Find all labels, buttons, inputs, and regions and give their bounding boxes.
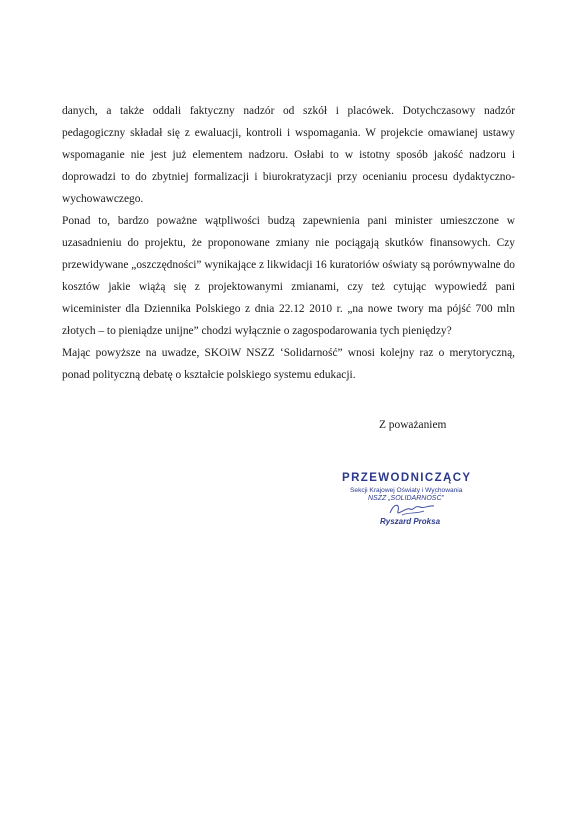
handwritten-signature [384, 499, 444, 519]
stamp-title: PRZEWODNICZĄCY [342, 472, 472, 484]
stamp-union: NSZZ „SOLIDARNOŚĆ” [368, 495, 444, 502]
closing-salutation: Z poważaniem [379, 419, 447, 431]
paragraph-2: Ponad to, bardzo poważne wątpliwości budzą zapewnienia pani minister umieszczone w uzasadnieniu do projektu, że proponowane zmiany nie pociągają skutków finansowych. Czy przewidywane „oszczędności” wynikające z likwidacji 16 kuratoriów oświaty są porównywalne do kosztów jakie wiążą się z projektowanymi zmianami, czy też cytując wypowiedź pani wiceminister dla Dziennika Polskiego z dnia 22.12 2010 r. „na nowe twory ma pójść 700 mln złotych – to pieniądze unijne” chodzi wyłącznie o zagospodarowania tych pieniędzy? [62, 215, 515, 337]
paragraph-1: danych, a także oddali faktyczny nadzór od szkół i placówek. Dotychczasowy nadzór pedagogiczny składał się z ewaluacji, kontroli i wspomagania. W projekcie omawianej ustawy wspomaganie nie jest już elementem nadzoru. Osłabi to w istotny sposób jakość nadzoru i doprowadzi to do zbytniej formalizacji i biurokratyzacji przy ocenianiu procesu dydaktyczno-wychowawczego. [62, 105, 515, 205]
letter-body [62, 100, 515, 386]
stamp-organization: Sekcji Krajowej Oświaty i Wychowania [350, 487, 463, 494]
stamp-signatory-name: Ryszard Proksa [380, 517, 441, 526]
paragraph-3: Mając powyższe na uwadze, SKOiW NSZZ ‘Solidarność” wnosi kolejny raz o merytoryczną, ponad polityczną debatę o kształcie polskiego systemu edukacji. [62, 347, 515, 381]
chairman-stamp [340, 472, 510, 534]
